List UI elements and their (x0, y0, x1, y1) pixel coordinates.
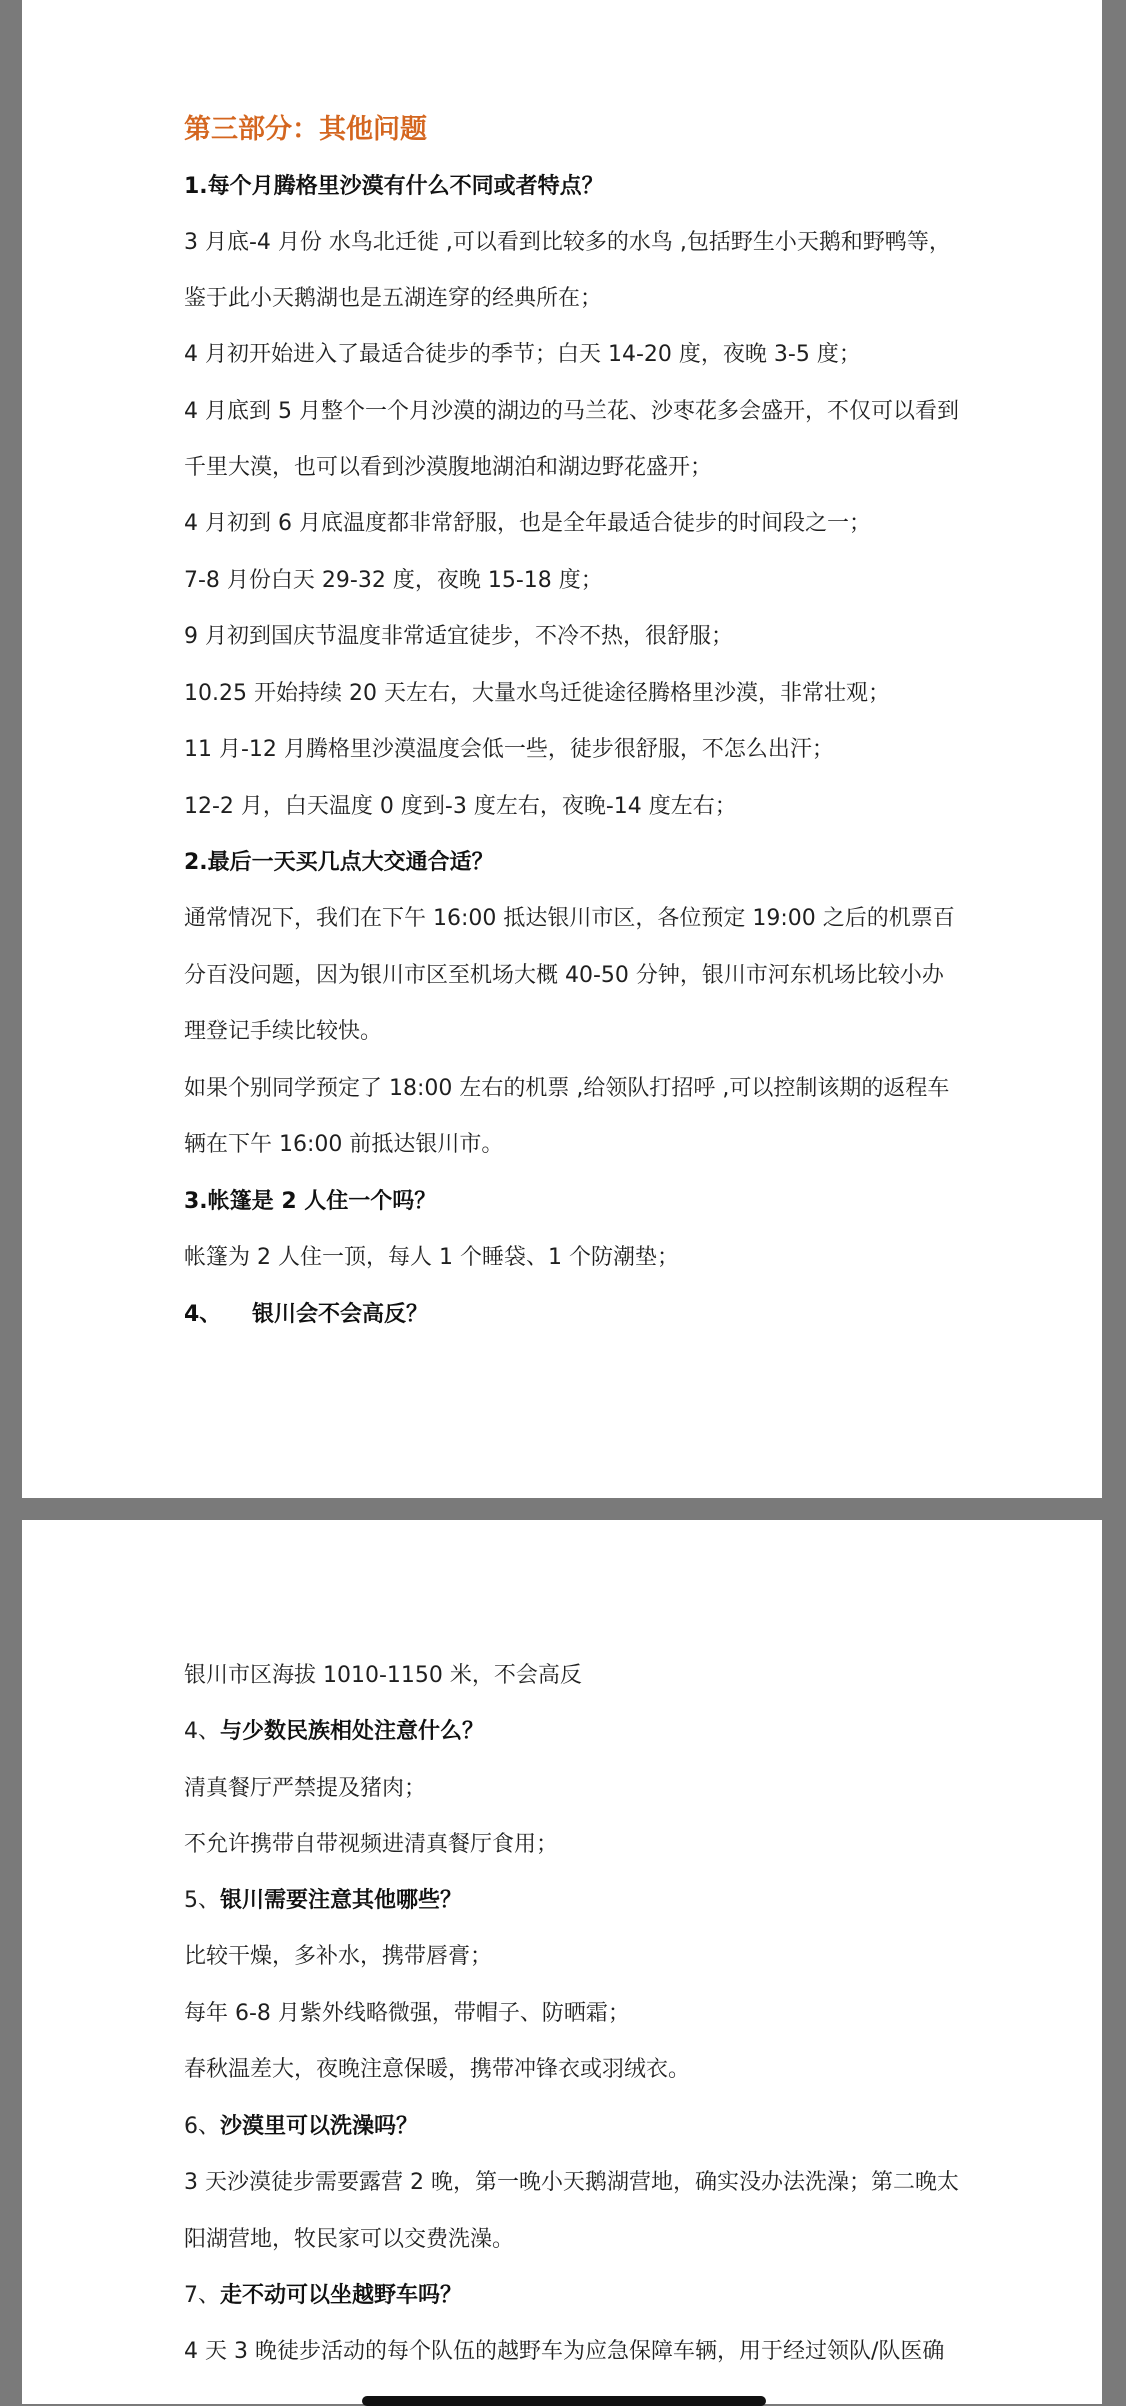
question-text: 沙漠里可以洗澡吗？ (220, 2114, 419, 2139)
question-number: 4、 (184, 1719, 220, 1744)
paragraph-line: 12-2 月，白天温度 0 度到-3 度左右，夜晚-14 度左右； (184, 794, 737, 819)
question-text: 银川会不会高反？ (252, 1302, 429, 1327)
document-page-2 (22, 1520, 1102, 2404)
question-heading-1: 1.每个月腾格里沙漠有什么不同或者特点？ (184, 174, 604, 199)
paragraph-line: 鉴于此小天鹅湖也是五湖连穿的经典所在； (184, 286, 603, 311)
paragraph-line: 4 天 3 晚徒步活动的每个队伍的越野车为应急保障车辆，用于经过领队/队医确 (184, 2339, 945, 2364)
question-heading-8 (184, 2281, 462, 2311)
paragraph-line: 10.25 开始持续 20 天左右，大量水鸟迁徙途径腾格里沙漠，非常壮观； (184, 681, 890, 706)
paragraph-line: 辆在下午 16:00 前抵达银川市。 (184, 1132, 504, 1157)
question-text: 与少数民族相处注意什么？ (220, 1719, 485, 1744)
paragraph-line: 3 月底-4 月份 水鸟北迁徙 ,可以看到比较多的水鸟 ,包括野生小天鹅和野鸭等， (184, 230, 951, 255)
paragraph-line: 4 月初到 6 月底温度都非常舒服，也是全年最适合徒步的时间段之一； (184, 511, 871, 536)
paragraph-line: 4 月底到 5 月整个一个月沙漠的湖边的马兰花、沙枣花多会盛开，不仅可以看到 (184, 399, 959, 424)
paragraph-line: 4 月初开始进入了最适合徒步的季节；白天 14-20 度，夜晚 3-5 度； (184, 342, 861, 367)
paragraph-line: 比较干燥，多补水，携带唇膏； (184, 1944, 493, 1969)
question-heading-7 (184, 2112, 418, 2142)
paragraph-line: 银川市区海拔 1010-1150 米，不会高反 (184, 1663, 582, 1688)
question-heading-2: 2.最后一天买几点大交通合适？ (184, 850, 494, 875)
section-title: 第三部分：其他问题 (184, 114, 427, 145)
question-heading-4 (184, 1300, 428, 1330)
question-text: 走不动可以坐越野车吗？ (220, 2283, 463, 2308)
paragraph-line: 春秋温差大，夜晚注意保暖，携带冲锋衣或羽绒衣。 (184, 2057, 691, 2082)
paragraph-line: 不允许携带自带视频进清真餐厅食用； (184, 1832, 559, 1857)
document-page-1 (22, 0, 1102, 1498)
paragraph-line: 9 月初到国庆节温度非常适宜徒步，不冷不热，很舒服； (184, 624, 733, 649)
paragraph-line: 每年 6-8 月紫外线略微强，带帽子、防晒霜； (184, 2001, 630, 2026)
question-text: 银川需要注意其他哪些？ (220, 1888, 463, 1913)
question-heading-6 (184, 1886, 462, 1916)
paragraph-line: 清真餐厅严禁提及猪肉； (184, 1776, 427, 1801)
paragraph-line: 理登记手续比较快。 (184, 1019, 383, 1044)
paragraph-line: 11 月-12 月腾格里沙漠温度会低一些，徒步很舒服，不怎么出汗； (184, 737, 834, 762)
paragraph-line: 千里大漠，也可以看到沙漠腹地湖泊和湖边野花盛开； (184, 455, 713, 480)
question-number: 4、 (184, 1302, 222, 1327)
question-heading-3: 3.帐篷是 2 人住一个吗？ (184, 1189, 437, 1214)
question-heading-5 (184, 1717, 484, 1747)
paragraph-line: 阳湖营地，牧民家可以交费洗澡。 (184, 2227, 515, 2252)
home-indicator[interactable] (362, 2396, 766, 2406)
paragraph-line: 帐篷为 2 人住一顶，每人 1 个睡袋、1 个防潮垫； (184, 1245, 679, 1270)
paragraph-line: 分百没问题，因为银川市区至机场大概 40-50 分钟，银川市河东机场比较小办 (184, 963, 944, 988)
paragraph-line: 7-8 月份白天 29-32 度，夜晚 15-18 度； (184, 568, 603, 593)
paragraph-line: 通常情况下，我们在下午 16:00 抵达银川市区，各位预定 19:00 之后的机票百 (184, 906, 955, 931)
paragraph-line: 3 天沙漠徒步需要露营 2 晚，第一晚小天鹅湖营地，确实没办法洗澡；第二晚太 (184, 2170, 959, 2195)
question-number: 6、 (184, 2114, 220, 2139)
question-number: 7、 (184, 2283, 220, 2308)
question-number: 5、 (184, 1888, 220, 1913)
paragraph-line: 如果个别同学预定了 18:00 左右的机票 ,给领队打招呼 ,可以控制该期的返程车 (184, 1076, 950, 1101)
